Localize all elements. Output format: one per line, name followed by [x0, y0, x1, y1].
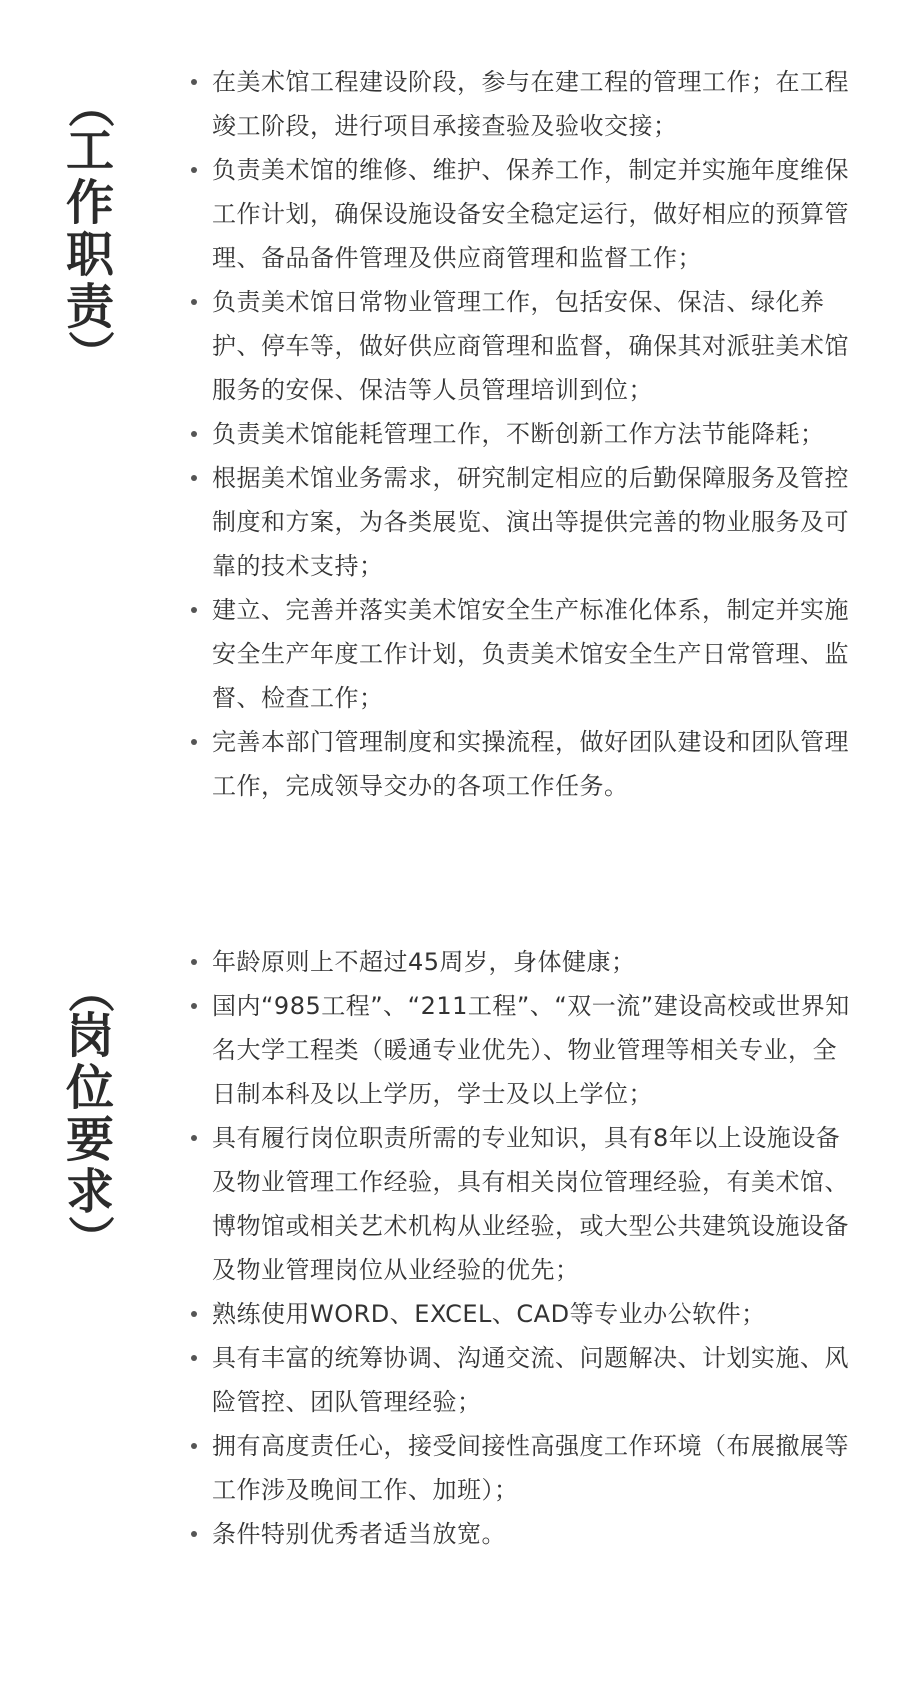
bullet-dot-icon [191, 1135, 197, 1141]
title-char: 工 [65, 123, 114, 179]
list-item-text: 建立、完善并落实美术馆安全生产标准化体系，制定并实施安全生产年度工作计划，负责美术馆安全生产日常管理、监督、检查工作； [212, 596, 849, 712]
list-item [212, 1292, 852, 1336]
list-item-text: 具有履行岗位职责所需的专业知识，具有8年以上设施设备及物业管理工作经验，具有相关岗位管理经验，有美术馆、博物馆或相关艺术机构从业经验，或大型公共建筑设施设备及物业管理岗位从业经验的优先； [212, 1124, 849, 1284]
title-paren-open: （ [63, 82, 117, 128]
requirements-side-title [55, 967, 125, 1261]
title-char: 岗 [65, 1008, 114, 1064]
title-paren-open: （ [63, 967, 117, 1013]
list-item-text: 在美术馆工程建设阶段，参与在建工程的管理工作；在工程竣工阶段，进行项目承接查验及验收交接； [212, 68, 849, 140]
bullet-dot-icon [191, 431, 197, 437]
title-paren-close: ） [63, 330, 117, 376]
list-item-text: 完善本部门管理制度和实操流程，做好团队建设和团队管理工作，完成领导交办的各项工作任务。 [212, 728, 849, 800]
list-item [212, 456, 852, 588]
title-char: 位 [65, 1060, 114, 1116]
title-char: 责 [65, 279, 114, 335]
bullet-dot-icon [191, 167, 197, 173]
list-item-text: 具有丰富的统筹协调、沟通交流、问题解决、计划实施、风险管控、团队管理经验； [212, 1344, 849, 1416]
list-item-text: 负责美术馆能耗管理工作，不断创新工作方法节能降耗； [212, 420, 825, 448]
bullet-dot-icon [191, 1355, 197, 1361]
duties-list [212, 60, 852, 808]
list-item [212, 148, 852, 280]
bullet-dot-icon [191, 739, 197, 745]
title-char: 作 [65, 175, 114, 231]
list-item [212, 588, 852, 720]
bullet-dot-icon [191, 607, 197, 613]
list-item-text: 拥有高度责任心，接受间接性高强度工作环境（布展撤展等工作涉及晚间工作、加班）； [212, 1432, 849, 1504]
bullet-dot-icon [191, 1443, 197, 1449]
bullet-dot-icon [191, 475, 197, 481]
list-item [212, 1336, 852, 1424]
requirements-list [212, 940, 852, 1556]
bullet-dot-icon [191, 1003, 197, 1009]
list-item-text: 根据美术馆业务需求，研究制定相应的后勤保障服务及管控制度和方案，为各类展览、演出等提供完善的物业服务及可靠的技术支持； [212, 464, 849, 580]
list-item [212, 1116, 852, 1292]
title-char: 要 [65, 1112, 114, 1168]
list-item [212, 60, 852, 148]
list-item-text: 国内“985工程”、“211工程”、“双一流”建设高校或世界知名大学工程类（暖通专业优先）、物业管理等相关专业，全日制本科及以上学历，学士及以上学位； [212, 992, 850, 1108]
list-item [212, 412, 852, 456]
bullet-dot-icon [191, 1531, 197, 1537]
title-paren-close: ） [63, 1215, 117, 1261]
duties-side-title [55, 82, 125, 376]
list-item [212, 280, 852, 412]
list-item-text: 负责美术馆日常物业管理工作，包括安保、保洁、绿化养护、停车等，做好供应商管理和监督，确保其对派驻美术馆服务的安保、保洁等人员管理培训到位； [212, 288, 849, 404]
bullet-dot-icon [191, 959, 197, 965]
title-char: 职 [65, 227, 114, 283]
list-item [212, 984, 852, 1116]
bullet-dot-icon [191, 299, 197, 305]
title-char: 求 [65, 1164, 114, 1220]
list-item-text: 条件特别优秀者适当放宽。 [212, 1520, 506, 1548]
list-item-text: 熟练使用WORD、EXCEL、CAD等专业办公软件； [212, 1300, 766, 1328]
bullet-dot-icon [191, 79, 197, 85]
list-item-text: 负责美术馆的维修、维护、保养工作，制定并实施年度维保工作计划，确保设施设备安全稳定运行，做好相应的预算管理、备品备件管理及供应商管理和监督工作； [212, 156, 849, 272]
bullet-dot-icon [191, 1311, 197, 1317]
list-item [212, 1512, 852, 1556]
list-item [212, 1424, 852, 1512]
list-item-text: 年龄原则上不超过45周岁，身体健康； [212, 948, 636, 976]
list-item [212, 940, 852, 984]
list-item [212, 720, 852, 808]
